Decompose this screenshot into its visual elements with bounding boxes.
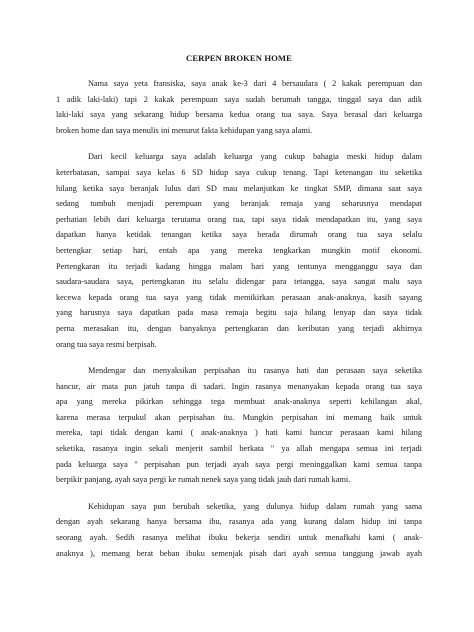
- document-body: [56, 76, 422, 561]
- document-title: CERPEN BROKEN HOME: [186, 53, 292, 63]
- text-line: karena merasa terpukul akan perpisahan itu. Mungkin perpisahan ini memang baik untuk: [56, 412, 422, 422]
- text-line: sedang tumbuh menjadi perempuan yang beranjak remaja yang seharusnya mendapat: [56, 199, 422, 209]
- paragraph-4: [56, 499, 422, 561]
- paragraph-3: [56, 363, 422, 488]
- text-line: yang harusnya saya dapatkan pada masa remaja begitu saja hilang lenyap dan saya tidak: [56, 308, 422, 318]
- text-line: Dari kecil keluarga saya adalah keluarga yang cukup bahagia meski hidup dalam: [88, 152, 422, 162]
- text-line: bertengkar setiap hari, entah apa yang mereka tengkarkan mungkin motif ekonomi.: [56, 245, 422, 255]
- text-line: mereka, tapi tidak dengan kami ( anak-anaknya ) hati kami hancur perasaan kami hilang: [56, 428, 422, 438]
- text-line: kecewa kepada orang tua saya yang tidak memikirkan perasaan anak-anaknya, kasih sayang: [56, 292, 422, 302]
- text-line: orang tua saya resmi berpisah.: [56, 339, 157, 349]
- text-line: Pertengkaran itu terjadi kadang hingga malam hari yang tentunya mengganggu saya dan: [56, 261, 422, 271]
- text-line: Mendengar dan menyaksikan perpisahan itu rasanya hati dan perasaan saya seketika: [88, 366, 422, 376]
- text-line: keterbatasan, sampai saya kelas 6 SD hidup saya cukup tenang. Tapi ketenangan itu seketika: [56, 167, 422, 177]
- paragraph-2: [56, 149, 422, 352]
- text-line: Kehidupan saya pun berubah seketika, yang dulunya hidup dalam rumah yang sama: [88, 501, 422, 511]
- text-line: perhatian lebih dari keluarga terutama orang tua, tapi saya tidak mendapatkan itu, yang saya: [56, 214, 422, 224]
- text-line: laki-laki saya yang sekarang hidup bersama kedua orang tua saya. Saya berasal dari keluarga: [56, 110, 422, 120]
- text-line: perna merasakan itu, dengan banyaknya pertengkaran dan keributan yang terjadi akhirnya: [56, 323, 422, 333]
- text-line: pada keluarga saya " perpisahan pun terjadi ayah saya pergi meninggalkan kami semua tanpa: [56, 459, 422, 469]
- text-line: seketika, rasanya ingin sekali menjerit sambil berkata " ya allah mengapa semua ini terjadi: [56, 444, 422, 454]
- text-line: apa yang mereka pikirkan sehingga tega membuat anak-anaknya seperti kehilangan akal,: [56, 397, 422, 407]
- text-line: dapatkan hanya ketidak tenangan ketika saya berada dirumah orang tua saya selalu: [56, 230, 422, 240]
- paragraph-1: [56, 76, 422, 138]
- text-line: broken home dan saya menulis ini menurut fakta kehidupan yang saya alami.: [56, 125, 313, 135]
- text-line: berpikir panjang, ayah saya pergi ke rumah nenek saya yang tidak jauh dari rumah kami.: [56, 475, 351, 485]
- text-line: anaknya ), memang berat beban ibuku semenjak pisah dari ayah semua tanggung jawab ayah: [56, 548, 422, 558]
- text-line: hilang ketika saya beranjak lulus dari SD mau melanjutkan ke tingkat SMP, dimana saat saya: [56, 183, 422, 193]
- text-line: Nama saya yeta fransiska, saya anak ke-3 dari 4 bersaudara ( 2 kakak perempuan dan: [88, 79, 422, 88]
- text-line: dengan ayah sekarang hanya bersama ibu, rasanya ada yang kurang dalam hidup ini tanpa: [56, 517, 422, 527]
- text-line: saudara-saudara saya, pertengkaran itu selalu didengar para tetangga, saya sangat malu saya: [56, 277, 422, 287]
- text-line: 1 adik laki-laki) tapi 2 kakak perempuan saya sudah berumah tangga, tinggal saya dan adik: [56, 94, 422, 104]
- text-line: seorang ayah. Sedih rasanya melihat ibuku bekerja sendiri untuk menafkahi kami ( anak-: [56, 533, 422, 543]
- document-page: [56, 52, 422, 572]
- text-line: hancur, air mata pun jatuh tanpa di sadari. Ingin rasanya menanyakan kepada orang tua saya: [56, 381, 422, 391]
